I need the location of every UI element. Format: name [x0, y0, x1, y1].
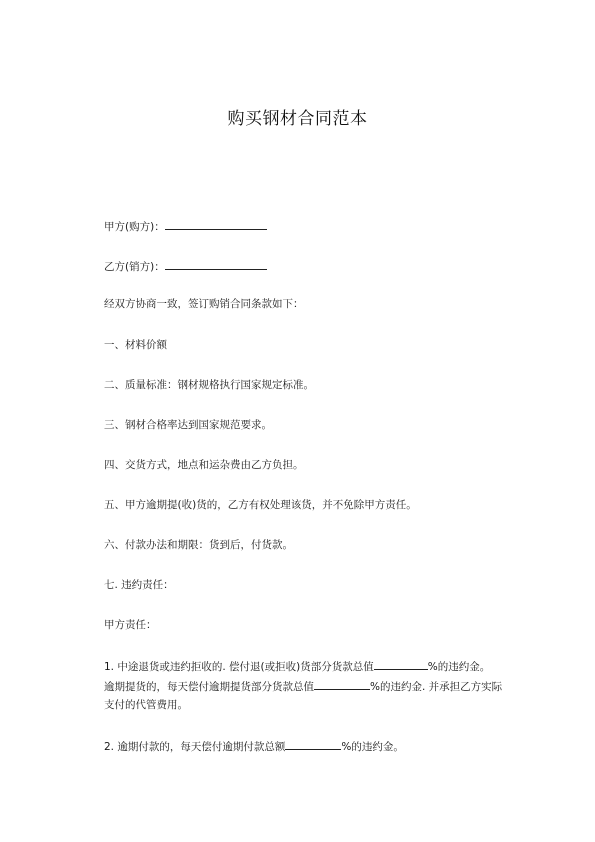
item-1-rate-blank[interactable] — [374, 658, 428, 670]
party-a-duty-heading: 甲方责任： — [104, 619, 157, 631]
item-1-line-1 — [104, 658, 490, 674]
intro-text: 经双方协商一致，签订购销合同条款如下： — [104, 298, 304, 310]
item-2-text-b: %的违约金。 — [341, 741, 404, 753]
document-title: 购买钢材合同范本 — [227, 109, 368, 129]
clause-6: 六、付款办法和期限：货到后，付货款。 — [104, 539, 293, 551]
item-1-line-2 — [104, 678, 502, 694]
party-b-blank[interactable] — [165, 258, 267, 270]
item-1-late-rate-blank[interactable] — [314, 678, 370, 690]
item-2-line — [104, 738, 404, 754]
clause-4: 四、交货方式，地点和运杂费由乙方负担。 — [104, 459, 304, 471]
item-1-line-2-text-b: %的违约金. 并承担乙方实际 — [370, 681, 503, 693]
party-a-line — [104, 218, 267, 234]
item-1-text-b: %的违约金。 — [427, 661, 491, 673]
party-b-line — [104, 258, 267, 274]
clause-2: 二、质量标准：钢材规格执行国家规定标准。 — [104, 379, 314, 391]
party-a-blank[interactable] — [165, 218, 267, 230]
clause-3: 三、钢材合格率达到国家规范要求。 — [104, 419, 272, 431]
party-a-label: 甲方(购方)： — [104, 221, 165, 233]
item-1-line-3: 支付的代管费用。 — [104, 699, 188, 711]
item-1-text-a: 1. 中途退货或违约拒收的. 偿付退(或拒收)货部分货款总值 — [104, 661, 374, 673]
item-1-line-2-text-a: 逾期提货的，每天偿付逾期提货部分货款总值 — [104, 681, 314, 693]
clause-7: 七. 违约责任： — [104, 579, 174, 591]
clause-1: 一、材料价额 — [104, 339, 167, 351]
clause-5: 五、甲方逾期提(收)货的，乙方有权处理该货，并不免除甲方责任。 — [104, 499, 417, 511]
item-2-text-a: 2. 逾期付款的，每天偿付逾期付款总额 — [104, 741, 286, 753]
party-b-label: 乙方(销方)： — [104, 261, 165, 273]
item-2-rate-blank[interactable] — [285, 738, 341, 750]
